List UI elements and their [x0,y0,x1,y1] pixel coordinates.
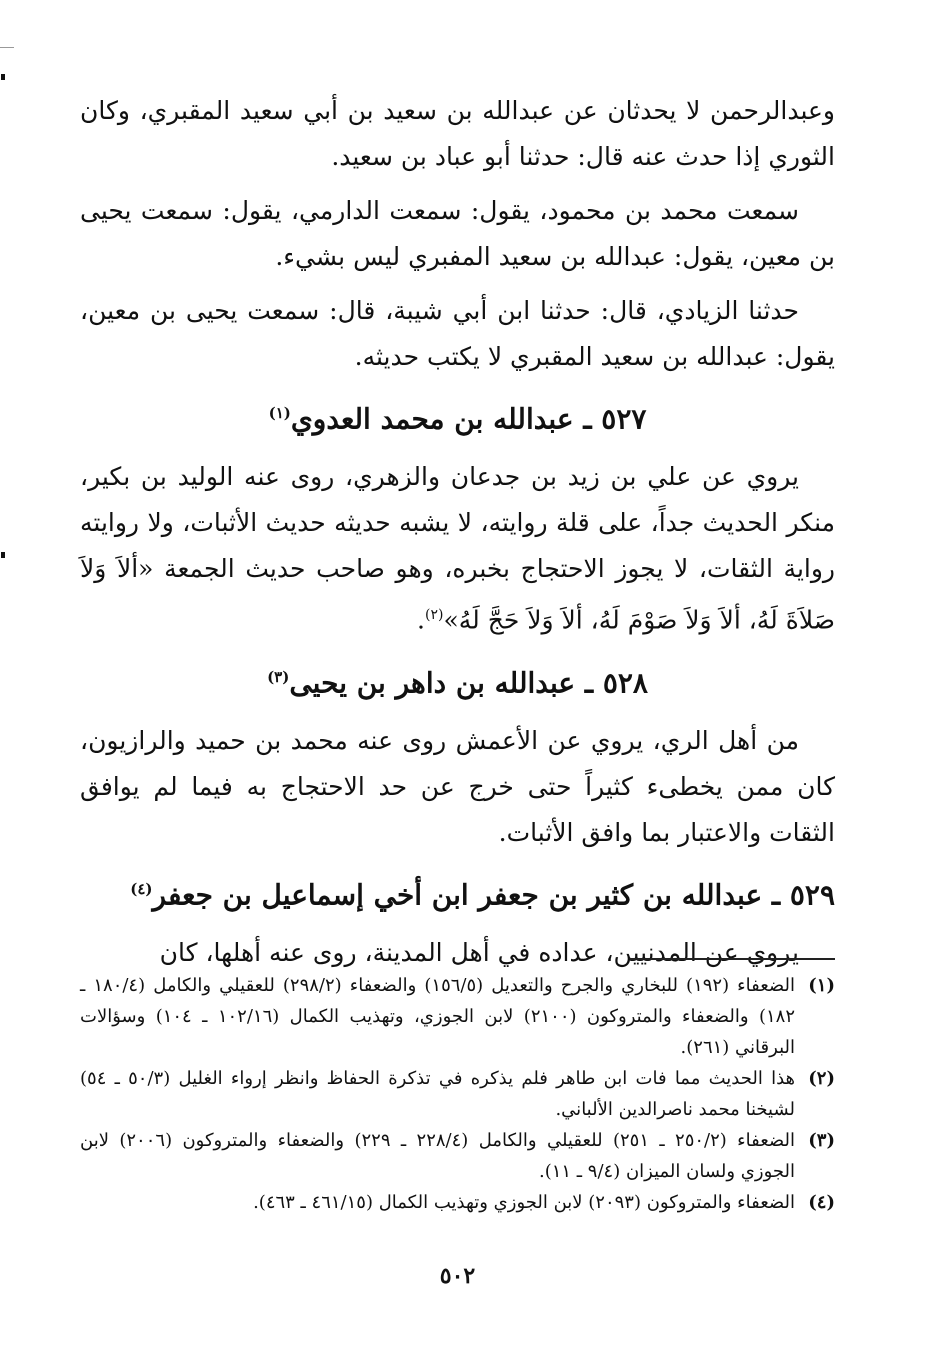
entry-title: ٥٢٩ ـ عبدالله بن كثير بن جعفر ابن أخي إسماعيل بن جعفر [152,878,835,912]
entry-body-528: من أهل الري، يروي عن الأعمش روى عنه محمد بن حميد والرازيون، كان ممن يخطىء كثيراً حتى خرج عن حد الاحتجاج به فيما لم يوافق الثقات والاعتبار بما وافق الأثبات. [80,725,835,847]
footnote-text: الضعفاء (٢٥٠/٢ ـ ٢٥١) للعقيلي والكامل (٢٢٨/٤ ـ ٢٢٩) والضعفاء والمتروكون (٢٠٠٦) لابن الجوزي ولسان الميزان (٩/٤ ـ ١١). [80,1130,796,1182]
margin-rule [0,47,14,48]
footnote-item [80,1063,835,1125]
entry-heading-529 [80,864,835,920]
paragraph-darimi-report: سمعت محمد بن محمود، يقول: سمعت الدارمي، يقول: سمعت يحيى بن معين، يقول: عبدالله بن سعيد المفبري ليس بشيء. [80,196,835,271]
entry-body-text: يروي عن علي بن زيد بن جدعان والزهري، روى عنه الوليد بن بكير، منكر الحديث جداً، على قلة روايته، لا يشبه حديثه حديث الأثبات، ولا روايته رواية الثقات، لا يجوز الاحتجاج بخبره، وهو صاحب حديث الجمعة «ألاَ وَلاَ صَلاَةَ لَهُ، ألاَ وَلاَ صَوْمَ لَهُ، ألاَ وَلاَ حَجَّ لَهُ» [80,462,835,635]
page-number: ٥٠٢ [439,1263,476,1289]
entry-heading-527 [80,388,835,444]
entry-body-527 [80,454,835,643]
footnote-ref: (٤) [130,879,153,898]
entry-body-529: يروي عن المدنيين، عداده في أهل المدينة، روى عنه أهلها، كان [159,938,799,968]
footnote-ref: (٣) [267,667,290,686]
footnote-text: الضعفاء (١٩٢) للبخاري والجرح والتعديل (١٥٦/٥) والضعفاء (٢٩٨/٢) للعقيلي والكامل (١٨٠/٤ ـ ١٨٢) والضعفاء والمتروكون (٢١٠٠) لابن الجوزي، وتهذيب الكمال (١٠٢/١٦ ـ ١٠٤) وسؤالات البرقاني (٢٦١). [80,975,796,1058]
footnote-ref: (٢) [424,607,444,624]
footnote-number: (٣) [808,1130,835,1151]
margin-mark [1,74,5,80]
footnote-separator [630,958,835,960]
book-page [80,88,835,1348]
entry-title: ٥٢٨ ـ عبدالله بن داهر بن يحيى [289,665,648,699]
footnote-ref: (١) [268,404,291,422]
entry-body-end: . [417,605,425,635]
entry-title: ٥٢٧ ـ عبدالله بن محمد العدوي [290,402,647,436]
footnote-number: (٢) [808,1068,835,1089]
footnote-text: هذا الحديث مما فات ابن طاهر فلم يذكره في تذكرة الحفاظ وانظر إرواء الغليل (٥٠/٣ ـ ٥٤) لشيخنا محمد ناصرالدين الألباني. [80,1068,796,1120]
paragraph-ziyadi-report: حدثنا الزيادي، قال: حدثنا ابن أبي شيبة، قال: سمعت يحيى بن معين، يقول: عبدالله بن سعيد المقبري لا يكتب حديثه. [80,296,835,371]
footnotes [80,970,835,1218]
footnote-item [80,1187,835,1218]
footnote-number: (١) [808,975,835,996]
paragraph-continuation: وعبدالرحمن لا يحدثان عن عبدالله بن سعيد بن أبي سعيد المقبري، وكان الثوري إذا حدث عنه قال: حدثنا أبو عباد بن سعيد. [80,96,835,171]
footnote-number: (٤) [808,1192,835,1213]
footnote-item [80,970,835,1063]
footnote-item [80,1125,835,1187]
margin-mark [1,552,5,558]
footnote-text: الضعفاء والمتروكون (٢٠٩٣) لابن الجوزي وتهذيب الكمال (٤٦١/١٥ ـ ٤٦٣). [253,1192,795,1213]
entry-heading-528 [80,652,835,708]
